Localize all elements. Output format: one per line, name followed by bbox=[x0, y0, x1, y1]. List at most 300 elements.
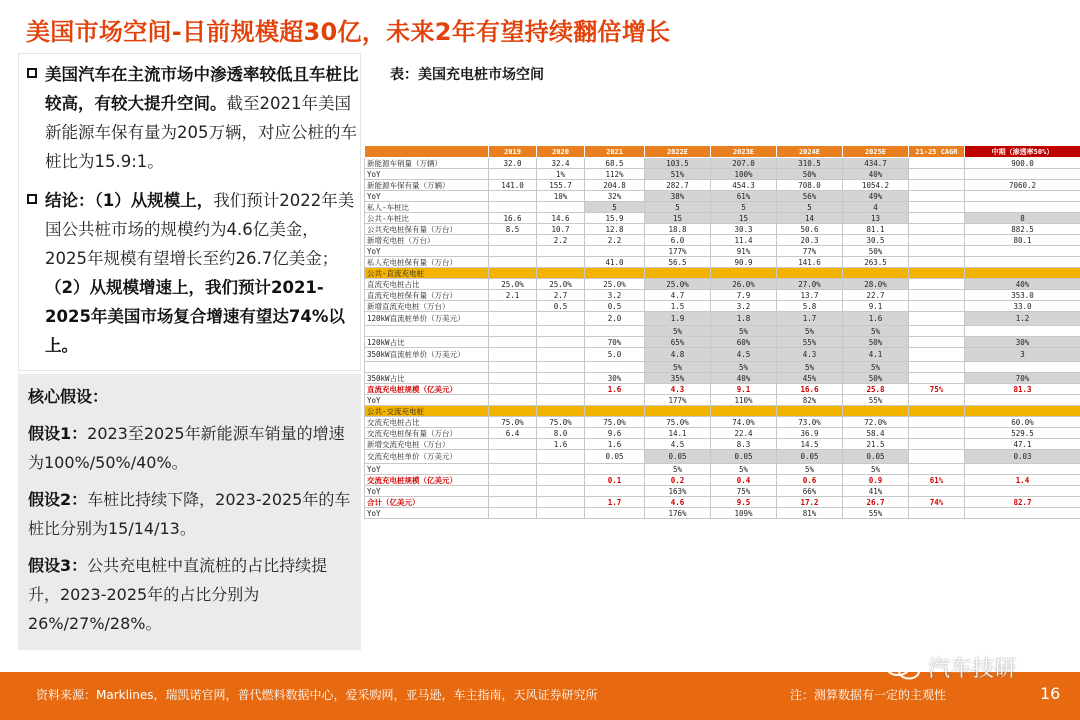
table-cell bbox=[965, 508, 1080, 519]
table-cell bbox=[909, 268, 965, 279]
table-cell: 20.3 bbox=[777, 235, 843, 246]
table-cell: 81.1 bbox=[843, 224, 909, 235]
table-cell: 9.6 bbox=[585, 428, 645, 439]
table-cell: 163% bbox=[645, 486, 711, 497]
table-cell: 177% bbox=[645, 395, 711, 406]
table-cell: 16.6 bbox=[489, 213, 537, 224]
table-cell: 1.6 bbox=[537, 439, 585, 450]
market-size-table bbox=[364, 145, 1080, 519]
row-label: 公共充电桩保有量（万台） bbox=[365, 224, 489, 235]
table-cell bbox=[489, 497, 537, 508]
table-cell: 0.5 bbox=[585, 301, 645, 312]
table-cell: 5% bbox=[645, 464, 711, 475]
page-title: 美国市场空间-目前规模超30亿，未来2年有望持续翻倍增长 bbox=[26, 18, 671, 46]
table-cell bbox=[965, 395, 1080, 406]
table-row bbox=[365, 191, 1080, 202]
table-row bbox=[365, 169, 1080, 180]
table-cell bbox=[909, 362, 965, 373]
table-cell: 708.0 bbox=[777, 180, 843, 191]
table-cell bbox=[537, 373, 585, 384]
table-cell bbox=[537, 202, 585, 213]
table-cell bbox=[489, 464, 537, 475]
row-label: 公共-车桩比 bbox=[365, 213, 489, 224]
table-cell: 5 bbox=[711, 202, 777, 213]
column-header: 2023E bbox=[711, 146, 777, 158]
checkbox-square-icon bbox=[27, 68, 37, 78]
table-cell: 58.4 bbox=[843, 428, 909, 439]
table-cell: 0.03 bbox=[965, 450, 1080, 464]
table-cell: 60.0% bbox=[965, 417, 1080, 428]
table-cell: 2.0 bbox=[585, 312, 645, 326]
row-label: 120kW占比 bbox=[365, 337, 489, 348]
table-cell: 3 bbox=[965, 348, 1080, 362]
table-header-row bbox=[365, 146, 1080, 158]
market-table-wrap bbox=[364, 145, 1080, 519]
column-header: 2024E bbox=[777, 146, 843, 158]
table-row bbox=[365, 508, 1080, 519]
table-cell: 73.0% bbox=[777, 417, 843, 428]
table-cell: 454.3 bbox=[711, 180, 777, 191]
table-cell: 1.9 bbox=[645, 312, 711, 326]
table-cell: 14.1 bbox=[645, 428, 711, 439]
bullet-1 bbox=[19, 60, 360, 176]
table-cell bbox=[909, 428, 965, 439]
row-label: 交流充电桩规模（亿美元） bbox=[365, 475, 489, 486]
table-cell: 0.05 bbox=[843, 450, 909, 464]
table-cell bbox=[965, 326, 1080, 337]
table-cell: 82% bbox=[777, 395, 843, 406]
table-cell: 15.9 bbox=[585, 213, 645, 224]
assumptions-panel bbox=[18, 374, 361, 650]
table-cell: 80.1 bbox=[965, 235, 1080, 246]
table-cell bbox=[909, 213, 965, 224]
table-cell: 1.6 bbox=[585, 384, 645, 395]
table-cell: 8.5 bbox=[489, 224, 537, 235]
table-cell: 4 bbox=[843, 202, 909, 213]
row-label: 交流充电桩保有量（万台） bbox=[365, 428, 489, 439]
table-cell bbox=[489, 191, 537, 202]
table-cell: 25.0% bbox=[645, 279, 711, 290]
table-cell: 5% bbox=[777, 464, 843, 475]
table-cell: 141.6 bbox=[777, 257, 843, 268]
table-cell bbox=[843, 268, 909, 279]
table-cell: 55% bbox=[843, 395, 909, 406]
table-cell: 26.0% bbox=[711, 279, 777, 290]
table-cell: 5% bbox=[777, 326, 843, 337]
bullet-1-bold: 美国汽车在主流市场中渗透率较低且车桩比较高，有较大提升空间。 bbox=[45, 65, 359, 113]
table-cell: 41% bbox=[843, 486, 909, 497]
table-cell: 15 bbox=[711, 213, 777, 224]
table-cell bbox=[777, 268, 843, 279]
table-cell: 25.0% bbox=[489, 279, 537, 290]
table-row bbox=[365, 290, 1080, 301]
table-cell: 40% bbox=[711, 373, 777, 384]
table-cell: 13 bbox=[843, 213, 909, 224]
table-cell bbox=[909, 395, 965, 406]
table-cell bbox=[965, 257, 1080, 268]
table-cell bbox=[489, 373, 537, 384]
table-row bbox=[365, 475, 1080, 486]
table-cell: 1% bbox=[537, 169, 585, 180]
table-cell: 4.5 bbox=[645, 439, 711, 450]
table-cell: 77% bbox=[777, 246, 843, 257]
table-cell: 0.05 bbox=[645, 450, 711, 464]
column-header: 2019 bbox=[489, 146, 537, 158]
table-cell bbox=[909, 312, 965, 326]
table-cell bbox=[489, 384, 537, 395]
table-cell: 2.7 bbox=[537, 290, 585, 301]
table-cell: 75% bbox=[909, 384, 965, 395]
row-label: 交流充电桩占比 bbox=[365, 417, 489, 428]
table-cell bbox=[645, 406, 711, 417]
table-cell: 12.8 bbox=[585, 224, 645, 235]
table-cell: 66% bbox=[777, 486, 843, 497]
row-label: 新增充电桩（万台） bbox=[365, 235, 489, 246]
row-label: 新能源车保有量（万辆） bbox=[365, 180, 489, 191]
table-cell: 9.1 bbox=[843, 301, 909, 312]
table-cell bbox=[909, 202, 965, 213]
table-cell: 100% bbox=[711, 169, 777, 180]
table-cell: 529.5 bbox=[965, 428, 1080, 439]
table-cell: 74% bbox=[909, 497, 965, 508]
table-cell: 32.0 bbox=[489, 158, 537, 169]
table-row bbox=[365, 158, 1080, 169]
table-cell: 17.2 bbox=[777, 497, 843, 508]
table-cell: 50% bbox=[777, 169, 843, 180]
row-label: YoY bbox=[365, 486, 489, 497]
table-cell: 1.6 bbox=[843, 312, 909, 326]
table-cell: 7.9 bbox=[711, 290, 777, 301]
table-cell: 2.1 bbox=[489, 290, 537, 301]
table-cell bbox=[909, 439, 965, 450]
table-cell: 38% bbox=[645, 191, 711, 202]
table-cell: 5% bbox=[645, 362, 711, 373]
table-cell: 40% bbox=[843, 169, 909, 180]
table-cell: 109% bbox=[711, 508, 777, 519]
table-cell: 65% bbox=[645, 337, 711, 348]
table-cell bbox=[909, 169, 965, 180]
table-cell bbox=[965, 268, 1080, 279]
table-cell: 5 bbox=[645, 202, 711, 213]
table-cell: 0.6 bbox=[777, 475, 843, 486]
table-cell bbox=[909, 337, 965, 348]
wechat-icon bbox=[884, 654, 922, 682]
table-cell: 14.6 bbox=[537, 213, 585, 224]
table-cell: 5 bbox=[585, 202, 645, 213]
table-cell bbox=[711, 406, 777, 417]
table-cell: 74.0% bbox=[711, 417, 777, 428]
table-row bbox=[365, 246, 1080, 257]
table-cell: 5.0 bbox=[585, 348, 645, 362]
table-row bbox=[365, 373, 1080, 384]
row-label: 私人充电桩保有量（万台） bbox=[365, 257, 489, 268]
table-cell: 91% bbox=[711, 246, 777, 257]
table-row bbox=[365, 417, 1080, 428]
row-label: 直流充电桩保有量（万台） bbox=[365, 290, 489, 301]
table-cell bbox=[909, 301, 965, 312]
table-cell bbox=[537, 246, 585, 257]
table-cell: 81.3 bbox=[965, 384, 1080, 395]
table-cell: 5 bbox=[777, 202, 843, 213]
table-cell bbox=[489, 337, 537, 348]
table-cell: 353.0 bbox=[965, 290, 1080, 301]
table-cell: 49% bbox=[843, 191, 909, 202]
table-cell: 50% bbox=[843, 373, 909, 384]
table-cell bbox=[585, 268, 645, 279]
bullet-2 bbox=[19, 186, 360, 360]
column-header: 2020 bbox=[537, 146, 585, 158]
table-cell bbox=[537, 497, 585, 508]
table-cell: 4.3 bbox=[777, 348, 843, 362]
table-cell: 32% bbox=[585, 191, 645, 202]
table-row bbox=[365, 497, 1080, 508]
table-row bbox=[365, 428, 1080, 439]
table-cell: 81% bbox=[777, 508, 843, 519]
table-cell: 0.05 bbox=[711, 450, 777, 464]
table-row bbox=[365, 180, 1080, 191]
table-cell: 22.7 bbox=[843, 290, 909, 301]
table-row bbox=[365, 406, 1080, 417]
table-cell: 112% bbox=[585, 169, 645, 180]
table-cell bbox=[537, 384, 585, 395]
row-label: YoY bbox=[365, 464, 489, 475]
table-cell: 0.1 bbox=[585, 475, 645, 486]
table-cell: 2.2 bbox=[585, 235, 645, 246]
table-cell bbox=[489, 268, 537, 279]
table-cell: 51% bbox=[645, 169, 711, 180]
table-cell bbox=[909, 486, 965, 497]
table-cell: 5.8 bbox=[777, 301, 843, 312]
table-cell: 70% bbox=[965, 373, 1080, 384]
table-cell bbox=[909, 279, 965, 290]
table-cell bbox=[489, 395, 537, 406]
table-cell: 50.6 bbox=[777, 224, 843, 235]
table-cell: 8 bbox=[965, 213, 1080, 224]
table-cell: 10% bbox=[537, 191, 585, 202]
assumption-3 bbox=[28, 551, 351, 638]
row-label: 私人-车桩比 bbox=[365, 202, 489, 213]
table-cell bbox=[489, 406, 537, 417]
table-cell bbox=[909, 348, 965, 362]
row-label: 120kW直流桩单价（万美元） bbox=[365, 312, 489, 326]
table-cell bbox=[489, 362, 537, 373]
row-label: 350kW直流桩单价（万美元） bbox=[365, 348, 489, 362]
table-cell: 47.1 bbox=[965, 439, 1080, 450]
table-cell: 1.4 bbox=[965, 475, 1080, 486]
table-cell bbox=[965, 202, 1080, 213]
assumption-1 bbox=[28, 419, 351, 477]
table-cell: 4.1 bbox=[843, 348, 909, 362]
table-row bbox=[365, 337, 1080, 348]
table-cell: 5% bbox=[711, 326, 777, 337]
table-cell bbox=[965, 406, 1080, 417]
assumption-text: 车桩比持续下降，2023-2025年的车桩比分别为15/14/13。 bbox=[28, 490, 351, 538]
table-row bbox=[365, 257, 1080, 268]
table-cell: 60% bbox=[711, 337, 777, 348]
table-cell bbox=[909, 450, 965, 464]
table-cell: 14 bbox=[777, 213, 843, 224]
table-cell: 0.05 bbox=[585, 450, 645, 464]
table-cell bbox=[909, 373, 965, 384]
table-cell: 56% bbox=[777, 191, 843, 202]
table-cell bbox=[965, 169, 1080, 180]
table-cell bbox=[585, 246, 645, 257]
table-cell bbox=[965, 464, 1080, 475]
table-row bbox=[365, 312, 1080, 326]
table-cell: 1.7 bbox=[585, 497, 645, 508]
table-cell: 8.0 bbox=[537, 428, 585, 439]
table-cell: 18.8 bbox=[645, 224, 711, 235]
table-cell: 9.5 bbox=[711, 497, 777, 508]
table-cell bbox=[909, 508, 965, 519]
table-cell: 45% bbox=[777, 373, 843, 384]
bullet-2-text: 我们预计2022年美国公共桩市场的规模约为4.6亿美金，2025年规模有望增长至约26.7亿美金； bbox=[45, 191, 355, 268]
disclaimer-note: 注：测算数据有一定的主观性 bbox=[790, 688, 947, 702]
table-cell bbox=[909, 326, 965, 337]
table-cell bbox=[489, 257, 537, 268]
table-cell: 40% bbox=[965, 279, 1080, 290]
assumption-text: 公共充电桩中直流桩的占比持续提升，2023-2025年的占比分别为26%/27%/28%。 bbox=[28, 556, 328, 633]
table-cell: 263.5 bbox=[843, 257, 909, 268]
table-row bbox=[365, 224, 1080, 235]
row-label: 公共-直流充电桩 bbox=[365, 268, 489, 279]
table-cell: 5% bbox=[645, 326, 711, 337]
table-row bbox=[365, 439, 1080, 450]
table-cell: 155.7 bbox=[537, 180, 585, 191]
table-cell: 0.5 bbox=[537, 301, 585, 312]
table-cell: 882.5 bbox=[965, 224, 1080, 235]
table-cell: 5% bbox=[777, 362, 843, 373]
row-label: YoY bbox=[365, 169, 489, 180]
table-cell: 0.05 bbox=[777, 450, 843, 464]
table-body bbox=[365, 158, 1080, 519]
table-cell: 56.5 bbox=[645, 257, 711, 268]
table-cell bbox=[537, 508, 585, 519]
table-cell: 50% bbox=[843, 246, 909, 257]
row-label: YoY bbox=[365, 508, 489, 519]
table-row bbox=[365, 235, 1080, 246]
table-cell bbox=[645, 268, 711, 279]
table-cell: 1.6 bbox=[585, 439, 645, 450]
table-cell bbox=[711, 268, 777, 279]
table-cell: 0.4 bbox=[711, 475, 777, 486]
assumption-label: 假设3： bbox=[28, 556, 88, 575]
column-header: 21-25 CAGR bbox=[909, 146, 965, 158]
table-cell: 204.8 bbox=[585, 180, 645, 191]
table-cell: 9.1 bbox=[711, 384, 777, 395]
table-cell: 41.0 bbox=[585, 257, 645, 268]
table-cell bbox=[585, 464, 645, 475]
table-cell: 0.2 bbox=[645, 475, 711, 486]
table-cell: 35% bbox=[645, 373, 711, 384]
table-cell bbox=[909, 158, 965, 169]
table-cell: 30% bbox=[965, 337, 1080, 348]
table-cell: 16.6 bbox=[777, 384, 843, 395]
table-cell bbox=[537, 326, 585, 337]
table-cell: 8.3 bbox=[711, 439, 777, 450]
row-label bbox=[365, 362, 489, 373]
table-cell bbox=[585, 406, 645, 417]
table-cell bbox=[537, 464, 585, 475]
table-cell bbox=[909, 224, 965, 235]
bullet-2-bold-scale: （1）从规模上， bbox=[94, 191, 214, 210]
table-cell: 75% bbox=[711, 486, 777, 497]
table-cell bbox=[909, 257, 965, 268]
table-cell: 11.4 bbox=[711, 235, 777, 246]
table-cell: 434.7 bbox=[843, 158, 909, 169]
table-cell bbox=[489, 169, 537, 180]
table-cell bbox=[777, 406, 843, 417]
table-cell: 55% bbox=[843, 508, 909, 519]
row-label: 合计（亿美元） bbox=[365, 497, 489, 508]
table-cell: 75.0% bbox=[585, 417, 645, 428]
table-cell: 1.5 bbox=[645, 301, 711, 312]
table-cell bbox=[909, 417, 965, 428]
bullet-1-text: 截至2021年美国新能源车保有量为205万辆，对应公桩的车桩比为15.9:1。 bbox=[45, 94, 357, 171]
table-cell: 141.0 bbox=[489, 180, 537, 191]
table-cell: 1.8 bbox=[711, 312, 777, 326]
table-cell bbox=[489, 312, 537, 326]
table-cell: 55% bbox=[777, 337, 843, 348]
table-row bbox=[365, 486, 1080, 497]
table-cell: 177% bbox=[645, 246, 711, 257]
table-cell: 21.5 bbox=[843, 439, 909, 450]
table-cell bbox=[489, 326, 537, 337]
table-cell bbox=[537, 257, 585, 268]
table-cell: 13.7 bbox=[777, 290, 843, 301]
table-cell: 22.4 bbox=[711, 428, 777, 439]
table-cell bbox=[909, 180, 965, 191]
table-cell bbox=[909, 290, 965, 301]
table-cell bbox=[585, 326, 645, 337]
table-cell bbox=[489, 301, 537, 312]
table-cell: 103.5 bbox=[645, 158, 711, 169]
table-cell bbox=[537, 406, 585, 417]
table-cell: 310.5 bbox=[777, 158, 843, 169]
table-row bbox=[365, 384, 1080, 395]
table-cell bbox=[909, 406, 965, 417]
table-cell bbox=[843, 406, 909, 417]
table-cell: 4.5 bbox=[711, 348, 777, 362]
table-cell bbox=[965, 191, 1080, 202]
table-cell: 90.9 bbox=[711, 257, 777, 268]
table-cell bbox=[585, 362, 645, 373]
table-cell: 5% bbox=[711, 464, 777, 475]
row-label: 直流充电桩规模（亿美元） bbox=[365, 384, 489, 395]
table-cell bbox=[965, 246, 1080, 257]
table-cell bbox=[909, 235, 965, 246]
row-label: 直流充电桩占比 bbox=[365, 279, 489, 290]
table-cell: 1.7 bbox=[777, 312, 843, 326]
table-cell: 4.6 bbox=[645, 497, 711, 508]
summary-box bbox=[18, 53, 361, 371]
page-number: 16 bbox=[1040, 684, 1061, 703]
table-cell: 0.9 bbox=[843, 475, 909, 486]
row-label: 350kW占比 bbox=[365, 373, 489, 384]
table-cell bbox=[537, 312, 585, 326]
row-label: YoY bbox=[365, 191, 489, 202]
row-label: 新增交流充电桩（万台） bbox=[365, 439, 489, 450]
table-cell: 82.7 bbox=[965, 497, 1080, 508]
table-row bbox=[365, 464, 1080, 475]
table-cell: 4.7 bbox=[645, 290, 711, 301]
table-title: 表：美国充电桩市场空间 bbox=[390, 67, 544, 83]
table-cell: 10.7 bbox=[537, 224, 585, 235]
table-cell: 70% bbox=[585, 337, 645, 348]
table-cell: 5% bbox=[843, 326, 909, 337]
row-label: 新增直流充电桩（万台） bbox=[365, 301, 489, 312]
table-cell bbox=[537, 362, 585, 373]
